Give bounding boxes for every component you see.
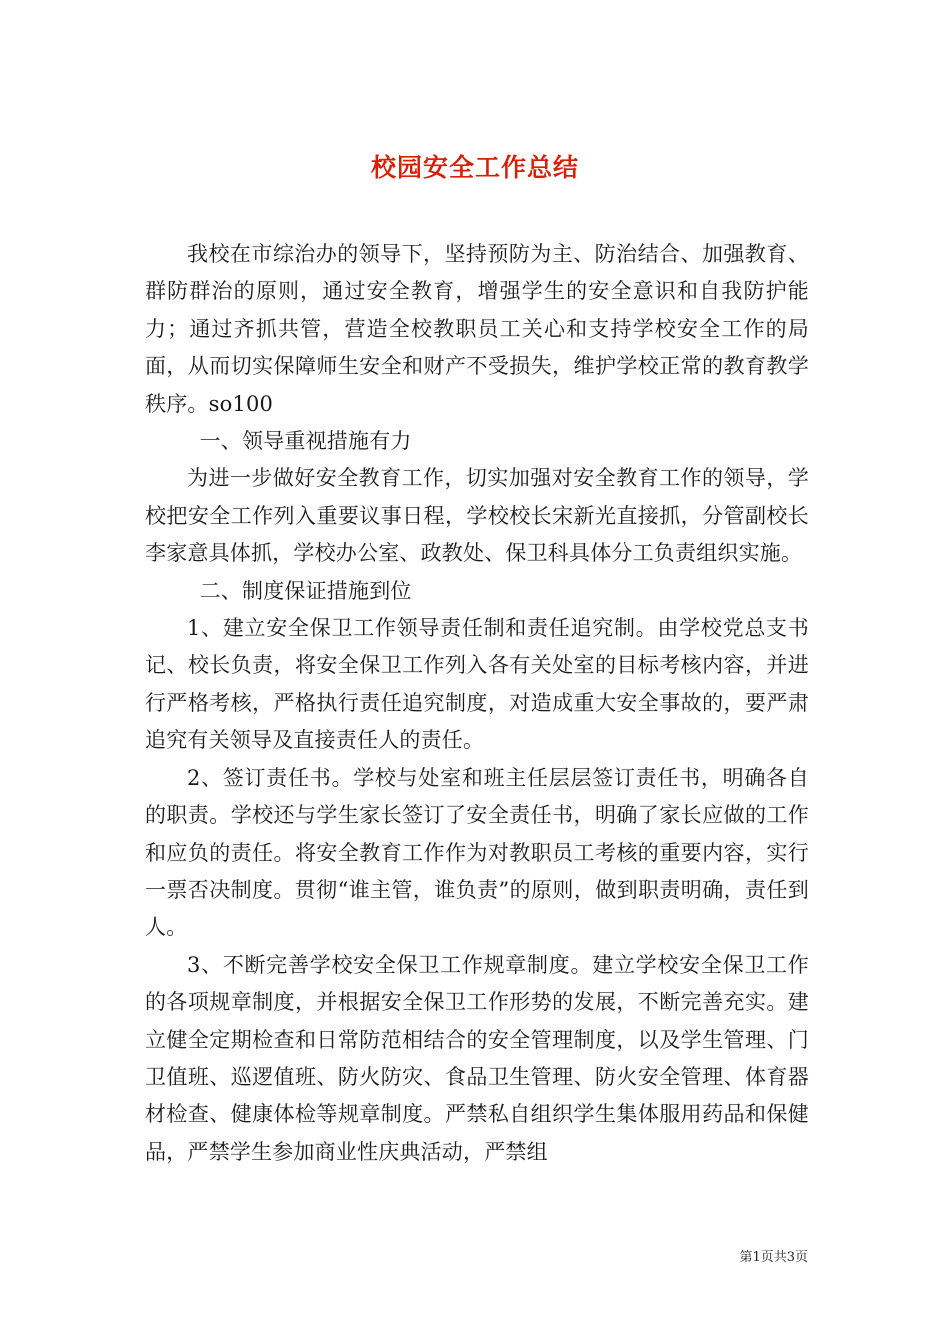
page-number-footer: 第1页共3页: [739, 1250, 808, 1265]
intro-paragraph: 我校在市综治办的领导下，坚持预防为主、防治结合、加强教育、群防群治的原则，通过安全教育，增强学生的安全意识和自我防护能力；通过齐抓共管，营造全校教职员工关心和支持学校安全工作的局面，从而切实保障师生安全和财产不受损失，维护学校正常的教育教学秩序。so100: [145, 242, 809, 416]
section-heading-1: 一、领导重视措施有力: [199, 429, 412, 454]
section-2-item-3: 3、不断完善学校安全保卫工作规章制度。建立学校安全保卫工作的各项规章制度，并根据安全保卫工作形势的发展，不断完善充实。建立健全定期检查和日常防范相结合的安全管理制度，以及学生管理、门卫值班、巡逻值班、防火防灾、食品卫生管理、防火安全管理、体育器材检查、健康体检等规章制度。严禁私自组织学生集体服用药品和保健品，严禁学生参加商业性庆典活动，严禁组: [145, 952, 809, 1164]
section-1-paragraph: 为进一步做好安全教育工作，切实加强对安全教育工作的领导，学校把安全工作列入重要议事日程，学校校长宋新光直接抓，分管副校长李家意具体抓，学校办公室、政教处、保卫科具体分工负责组织实施。: [145, 466, 809, 566]
section-2-item-1: 1、建立安全保卫工作领导责任制和责任追究制。由学校党总支书记、校长负责，将安全保卫工作列入各有关处室的目标考核内容，并进行严格考核，严格执行责任追究制度，对造成重大安全事故的，要严肃追究有关领导及直接责任人的责任。: [145, 616, 809, 753]
document-title: 校园安全工作总结: [370, 152, 579, 182]
document-body: [145, 236, 809, 1171]
section-heading-2: 二、制度保证措施到位: [199, 578, 412, 603]
section-2-item-2: 2、签订责任书。学校与处室和班主任层层签订责任书，明确各自的职责。学校还与学生家长签订了安全责任书，明确了家长应做的工作和应负的责任。将安全教育工作作为对教职员工考核的重要内容，实行一票否决制度。贯彻“谁主管，谁负责”的原则，做到职责明确，责任到人。: [145, 765, 809, 940]
